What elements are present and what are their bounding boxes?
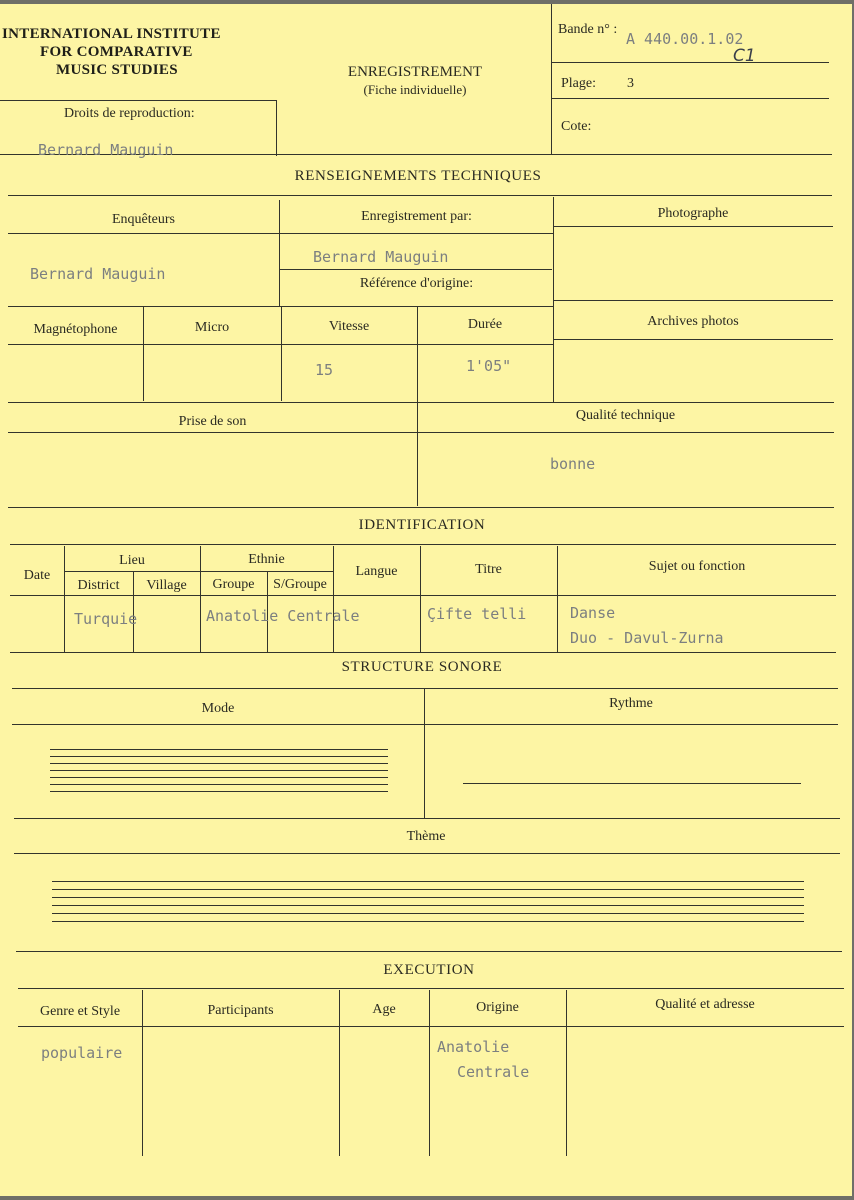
lieu-value: Turquie bbox=[74, 610, 138, 628]
rule bbox=[551, 98, 829, 99]
rule bbox=[551, 4, 552, 154]
writing-line bbox=[52, 905, 804, 906]
qualite-adresse-label: Qualité et adresse bbox=[655, 997, 755, 1012]
rule bbox=[18, 1026, 844, 1027]
rule bbox=[566, 990, 567, 1156]
theme-label: Thème bbox=[406, 829, 446, 844]
rule bbox=[8, 233, 553, 234]
rule bbox=[280, 269, 552, 270]
participants-label: Participants bbox=[207, 1003, 274, 1018]
micro-label: Micro bbox=[194, 320, 230, 335]
mode-label: Mode bbox=[201, 701, 235, 716]
genre-style-label: Genre et Style bbox=[39, 1004, 121, 1019]
rule bbox=[14, 818, 840, 819]
qualite-technique-label: Qualité technique bbox=[575, 408, 676, 423]
bande-label: Bande n° : bbox=[558, 22, 618, 37]
date-label: Date bbox=[23, 568, 51, 583]
writing-line bbox=[463, 783, 801, 784]
rule bbox=[10, 544, 836, 545]
plage-value: 3 bbox=[627, 76, 634, 91]
rule bbox=[12, 688, 838, 689]
rule bbox=[553, 226, 833, 227]
ethnie-label: Ethnie bbox=[248, 552, 285, 567]
magnetophone-label: Magnétophone bbox=[33, 322, 118, 337]
rule bbox=[8, 344, 553, 345]
village-label: Village bbox=[146, 578, 187, 593]
origine-value-line2: Centrale bbox=[457, 1063, 530, 1081]
enqueteurs-label: Enquêteurs bbox=[112, 212, 175, 227]
institute-name-line2: FOR COMPARATIVE bbox=[40, 44, 193, 60]
writing-line bbox=[50, 777, 388, 778]
lieu-label: Lieu bbox=[119, 553, 145, 568]
photographe-label: Photographe bbox=[657, 206, 729, 221]
form-title: ENREGISTREMENT bbox=[347, 64, 483, 80]
enregistrement-value: Bernard Mauguin bbox=[313, 248, 449, 266]
age-label: Age bbox=[372, 1002, 396, 1017]
sujet-label: Sujet ou fonction bbox=[648, 559, 746, 574]
langue-label: Langue bbox=[355, 564, 398, 579]
prise-de-son-label: Prise de son bbox=[178, 414, 247, 429]
rythme-label: Rythme bbox=[609, 696, 653, 711]
writing-line bbox=[52, 921, 804, 922]
rule bbox=[16, 951, 842, 952]
archives-photos-label: Archives photos bbox=[647, 314, 739, 329]
titre-label: Titre bbox=[475, 562, 502, 577]
rule bbox=[0, 100, 277, 101]
rule bbox=[8, 195, 832, 196]
vitesse-value: 15 bbox=[315, 361, 334, 379]
institute-name-line3: MUSIC STUDIES bbox=[56, 62, 178, 78]
rule bbox=[551, 62, 829, 63]
droits-label: Droits de reproduction: bbox=[64, 106, 195, 121]
section-title-execution: EXECUTION bbox=[383, 962, 475, 978]
vitesse-label: Vitesse bbox=[328, 319, 370, 334]
reference-label: Référence d'origine: bbox=[359, 276, 474, 291]
bande-handwritten-annotation: C1 bbox=[733, 46, 756, 66]
writing-line bbox=[52, 897, 804, 898]
institute-name-line1: INTERNATIONAL INSTITUTE bbox=[2, 26, 221, 42]
form-subtitle: (Fiche individuelle) bbox=[363, 82, 467, 97]
section-title-identification: IDENTIFICATION bbox=[358, 517, 486, 533]
rule bbox=[14, 853, 840, 854]
qualite-technique-value: bonne bbox=[550, 455, 596, 473]
rule bbox=[333, 546, 334, 652]
titre-value: Çifte telli bbox=[427, 605, 527, 623]
writing-line bbox=[52, 889, 804, 890]
rule bbox=[12, 724, 838, 725]
origine-value-line1: Anatolie bbox=[437, 1038, 510, 1056]
duree-label: Durée bbox=[467, 317, 503, 332]
duree-value: 1'05" bbox=[466, 357, 512, 375]
rule bbox=[10, 595, 836, 596]
rule bbox=[10, 652, 836, 653]
cote-label: Cote: bbox=[561, 119, 592, 134]
writing-line bbox=[50, 770, 388, 771]
rule bbox=[553, 339, 833, 340]
writing-line bbox=[52, 913, 804, 914]
sujet-value-line2: Duo - Davul-Zurna bbox=[570, 629, 724, 647]
writing-line bbox=[50, 756, 388, 757]
sujet-value-line1: Danse bbox=[570, 604, 616, 622]
writing-line bbox=[50, 784, 388, 785]
bande-value: A 440.00.1.02 bbox=[626, 30, 744, 48]
section-title-structure: STRUCTURE SONORE bbox=[341, 659, 503, 675]
writing-line bbox=[50, 763, 388, 764]
rule bbox=[417, 306, 418, 506]
origine-label: Origine bbox=[476, 1000, 519, 1015]
rule bbox=[18, 988, 844, 989]
plage-label: Plage: bbox=[561, 76, 596, 91]
enregistrement-label: Enregistrement par: bbox=[361, 209, 472, 224]
genre-style-value: populaire bbox=[41, 1044, 123, 1062]
rule bbox=[276, 100, 277, 156]
section-title-technique: RENSEIGNEMENTS TECHNIQUES bbox=[294, 168, 542, 184]
catalog-card bbox=[0, 4, 852, 1196]
groupe-label: Groupe bbox=[212, 577, 255, 592]
enqueteurs-value: Bernard Mauguin bbox=[30, 265, 166, 283]
droits-value: Bernard Mauguin bbox=[38, 141, 174, 159]
writing-line bbox=[52, 881, 804, 882]
rule bbox=[8, 507, 834, 508]
ethnie-value: Anatolie Centrale bbox=[206, 607, 360, 625]
rule bbox=[64, 571, 333, 572]
rule bbox=[8, 402, 834, 403]
rule bbox=[8, 432, 834, 433]
district-label: District bbox=[77, 578, 120, 593]
writing-line bbox=[50, 749, 388, 750]
sgroupe-label: S/Groupe bbox=[273, 577, 327, 592]
rule bbox=[553, 300, 833, 301]
writing-line bbox=[50, 791, 388, 792]
